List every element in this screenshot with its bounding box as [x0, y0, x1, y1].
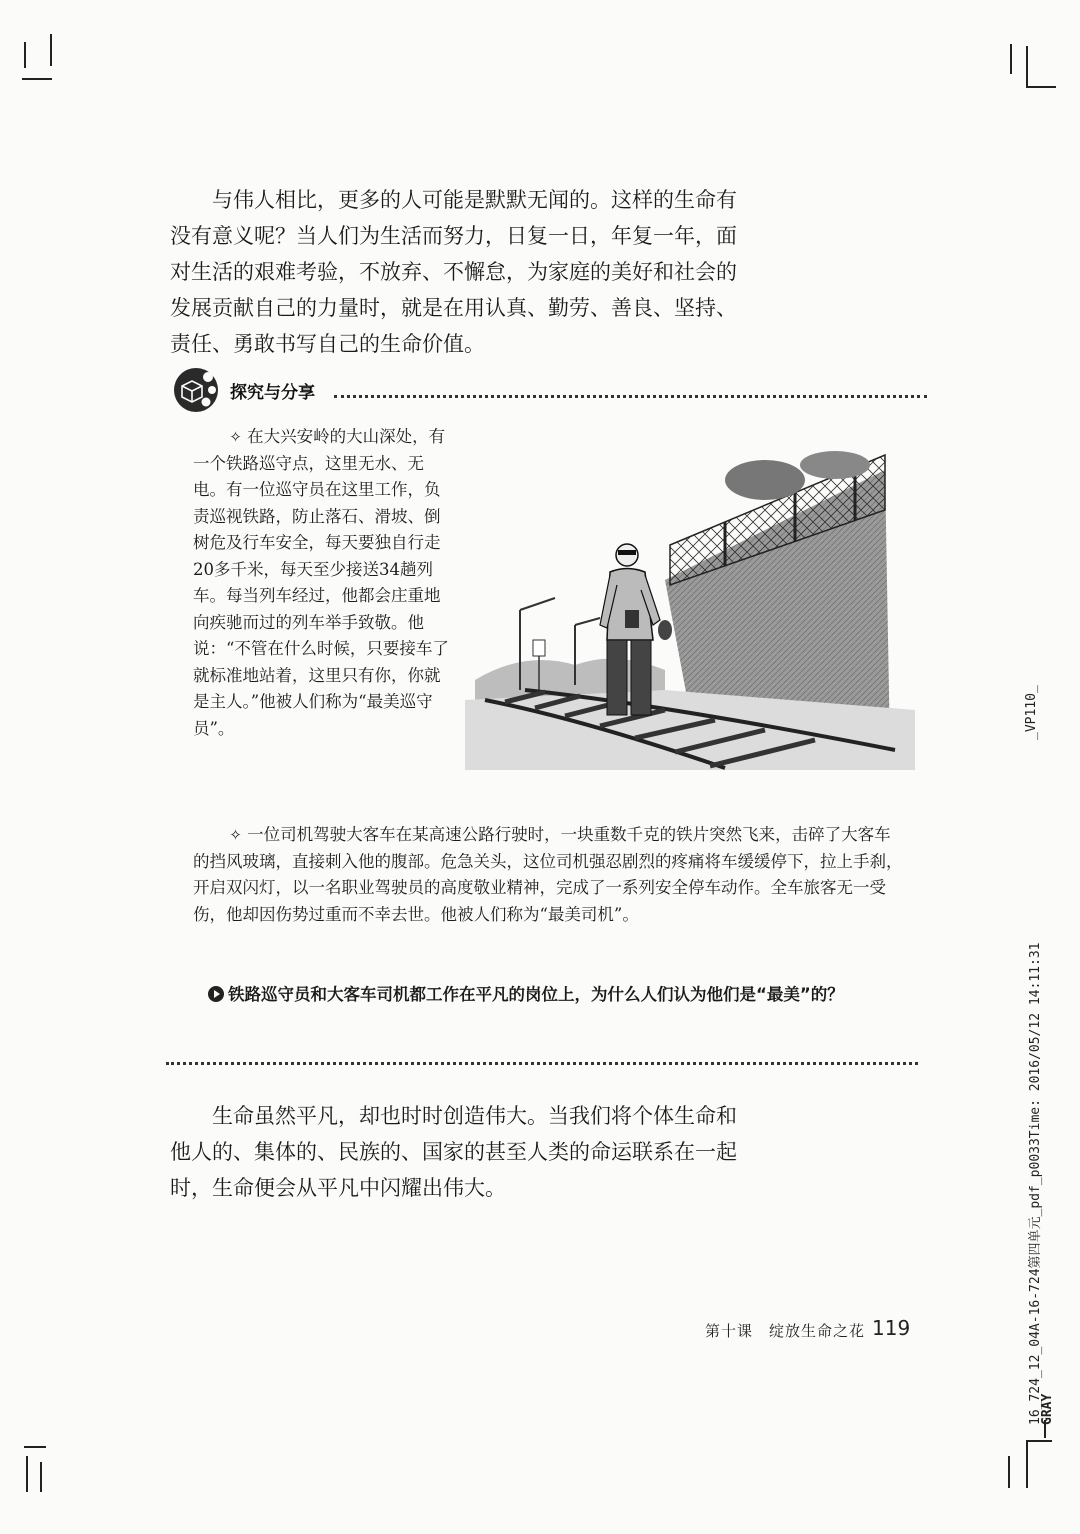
crop-mark: [24, 1446, 46, 1448]
crop-mark: [50, 34, 52, 66]
bullet-icon: ✧: [229, 826, 242, 844]
dotted-divider: [334, 395, 927, 398]
crop-mark: [1026, 46, 1028, 88]
discussion-question: [228, 980, 910, 1010]
crop-mark: [24, 42, 26, 68]
section-header: [172, 366, 927, 414]
story-railway-guard: [193, 424, 449, 742]
crop-mark: [26, 1456, 28, 1492]
intro-paragraph: [170, 182, 740, 362]
section-title: 探究与分享: [230, 383, 315, 403]
crop-mark: [40, 1462, 42, 1492]
dotted-divider: [166, 1062, 918, 1065]
crop-mark: [1026, 1440, 1028, 1488]
margin-code: _VP110_: [1024, 685, 1039, 740]
crop-mark: [1010, 44, 1012, 74]
discussion-question-text: 铁路巡守员和大客车司机都工作在平凡的岗位上，为什么人们认为他们是“最美”的？: [228, 985, 844, 1004]
story-bus-driver: [193, 822, 907, 928]
margin-file-info: 16_724_12_04A-16-724第四单元_pdf_p0033Time: 2016/05/12 14:11:31: [1028, 942, 1043, 1425]
arrow-circle-icon: [208, 986, 224, 1002]
story-railway-guard-text: 在大兴安岭的大山深处，有一个铁路巡守点，这里无水、无电。有一位巡守员在这里工作，负责巡视铁路，防止落石、滑坡、倒树危及行车安全，每天要独自行走20多千米，每天至少接送34趟列车。每当列车经过，他都会庄重地向疾驰而过的列车举手致敬。他说：“不管在什么时候，只要接车了就标准地站着，这里只有你，你就是主人。”他被人们称为“最美巡守员”。: [193, 427, 449, 738]
closing-paragraph-text: 生命虽然平凡，却也时时创造伟大。当我们将个体生命和他人的、集体的、民族的、国家的甚至人类的命运联系在一起时，生命便会从平凡中闪耀出伟大。: [170, 1104, 737, 1200]
railway-guard-illustration: [465, 450, 915, 770]
crop-mark: [1026, 86, 1056, 88]
crop-mark: [1008, 1456, 1010, 1488]
closing-paragraph: [170, 1098, 740, 1206]
magnifier-cube-icon: [172, 366, 220, 414]
crop-mark: [1026, 1440, 1052, 1442]
bullet-icon: ✧: [229, 428, 242, 446]
footer-lesson: 第十课 绽放生命之花: [705, 1322, 866, 1340]
story-bus-driver-text: 一位司机驾驶大客车在某高速公路行驶时，一块重数千克的铁片突然飞来，击碎了大客车的挡风玻璃，直接刺入他的腹部。危急关头，这位司机强忍剧烈的疼痛将车缓缓停下，拉上手刹，开启双闪灯，以一名职业驾驶员的高度敬业精神，完成了一系列安全停车动作。全车旅客无一受伤，他却因伤势过重而不幸去世。他被人们称为“最美司机”。: [193, 825, 903, 924]
intro-paragraph-text: 与伟人相比，更多的人可能是默默无闻的。这样的生命有没有意义呢？当人们为生活而努力，日复一日，年复一年，面对生活的艰难考验，不放弃、不懈怠，为家庭的美好和社会的发展贡献自己的力量时，就是在用认真、勤劳、善良、坚持、责任、勇敢书写自己的生命价值。: [170, 188, 737, 356]
margin-gray: GRAY: [1040, 1393, 1055, 1425]
page-number: 119: [872, 1316, 911, 1340]
crop-mark: [22, 78, 52, 80]
